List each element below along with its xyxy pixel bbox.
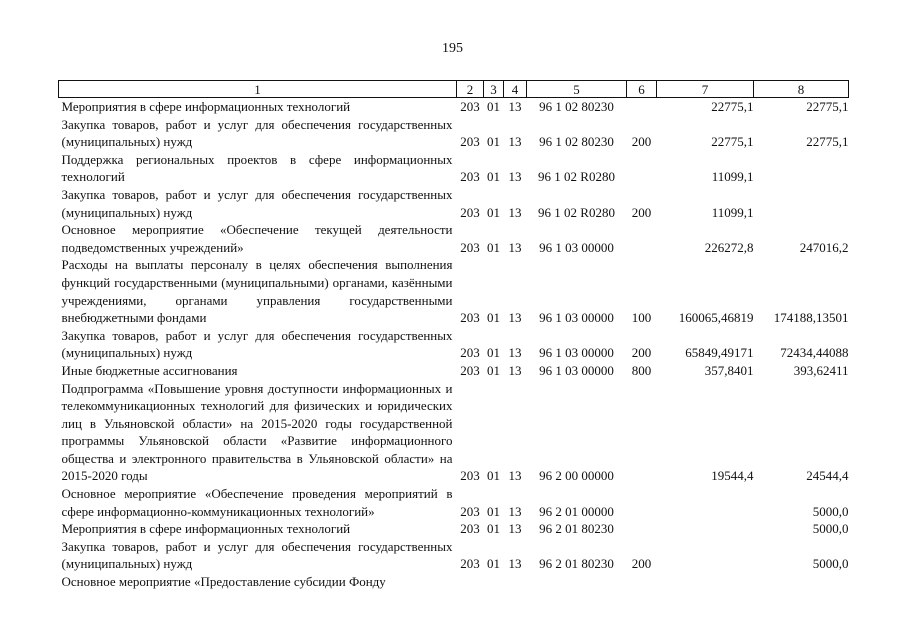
cell-ministry-code: 203 [460, 239, 480, 255]
cell-expense-type [627, 151, 657, 186]
cell-ministry-code [457, 573, 484, 591]
cell-ministry-code: 203 [460, 99, 480, 114]
cell-amount-year1: 357,8401 [704, 362, 754, 378]
cell-ministry-code: 203 [460, 134, 480, 150]
cell-target-article: 96 1 02 R0280 [538, 204, 615, 220]
cell-ministry-code: 203 [460, 468, 480, 484]
cell-subsection-code: 13 [508, 99, 522, 114]
cell-amount-year2 [754, 573, 849, 591]
cell-name: Мероприятия в сфере информационных технологий [61, 99, 351, 114]
cell-ministry-code: 203 [460, 521, 480, 537]
cell-amount-year2 [754, 151, 849, 186]
cell-section-code: 01 [487, 521, 500, 537]
cell-amount-year1: 19544,4 [711, 468, 754, 484]
cell-expense-type [627, 380, 657, 486]
cell-subsection-code: 13 [508, 204, 522, 220]
cell-target-article: 96 2 00 00000 [539, 468, 614, 484]
cell-name: Закупка товаров, работ и услуг для обеспечения государственных (муниципальных) нужд [61, 186, 453, 220]
cell-section-code [484, 573, 504, 591]
cell-section-code: 01 [487, 556, 500, 572]
cell-amount-year2: 247016,2 [799, 239, 849, 255]
cell-amount-year2: 24544,4 [806, 468, 849, 484]
cell-ministry-code: 203 [460, 310, 480, 326]
table-row [59, 380, 849, 486]
cell-target-article: 96 2 01 80230 [539, 521, 614, 537]
cell-amount-year2: 5000,0 [812, 521, 849, 537]
cell-target-article: 96 1 03 00000 [539, 310, 614, 326]
cell-ministry-code: 203 [460, 204, 480, 220]
cell-amount-year2: 72434,44088 [780, 345, 849, 361]
cell-name: Закупка товаров, работ и услуг для обеспечения государственных (муниципальных) нужд [61, 538, 453, 572]
cell-amount-year1: 11099,1 [711, 169, 754, 185]
cell-amount-year2: 5000,0 [812, 556, 849, 572]
cell-amount-year1: 11099,1 [711, 204, 754, 220]
table-row [59, 256, 849, 326]
column-header-1: 1 [59, 81, 457, 98]
cell-expense-type: 200 [631, 134, 652, 150]
cell-subsection-code: 13 [508, 362, 522, 378]
cell-subsection-code: 13 [508, 556, 522, 572]
table-row [59, 362, 849, 380]
cell-section-code: 01 [487, 169, 500, 185]
budget-table [58, 80, 849, 591]
cell-target-article: 96 1 03 00000 [539, 345, 614, 361]
column-header-7: 7 [657, 81, 754, 98]
table-row [59, 116, 849, 151]
cell-subsection-code: 13 [508, 169, 522, 185]
cell-amount-year1 [657, 538, 754, 573]
cell-section-code: 01 [487, 134, 500, 150]
table-row [59, 98, 849, 116]
cell-amount-year1: 226272,8 [704, 239, 754, 255]
cell-ministry-code: 203 [460, 503, 480, 519]
column-header-5: 5 [527, 81, 627, 98]
cell-section-code: 01 [487, 362, 500, 378]
cell-ministry-code: 203 [460, 345, 480, 361]
cell-target-article [527, 573, 627, 591]
cell-target-article: 96 2 01 80230 [539, 556, 614, 572]
cell-subsection-code: 13 [508, 521, 522, 537]
cell-expense-type [627, 520, 657, 538]
cell-section-code: 01 [487, 503, 500, 519]
cell-expense-type: 800 [631, 362, 652, 378]
cell-amount-year2 [754, 186, 849, 221]
cell-amount-year1 [657, 573, 754, 591]
cell-expense-type: 200 [631, 556, 652, 572]
cell-expense-type: 200 [631, 204, 652, 220]
cell-target-article: 96 1 03 00000 [539, 362, 614, 378]
table-row [59, 221, 849, 256]
table-row [59, 327, 849, 362]
cell-amount-year2: 22775,1 [806, 99, 849, 114]
cell-amount-year1: 65849,49171 [685, 345, 754, 361]
cell-name: Иные бюджетные ассигнования [61, 362, 238, 378]
cell-subsection-code: 13 [508, 345, 522, 361]
cell-target-article: 96 1 02 R0280 [538, 169, 615, 185]
cell-ministry-code: 203 [460, 556, 480, 572]
column-header-4: 4 [504, 81, 527, 98]
cell-subsection-code: 13 [508, 468, 522, 484]
cell-expense-type: 100 [631, 310, 652, 326]
cell-name: Закупка товаров, работ и услуг для обеспечения государственных (муниципальных) нужд [61, 327, 453, 361]
cell-section-code: 01 [487, 310, 500, 326]
cell-expense-type [627, 485, 657, 520]
cell-section-code: 01 [487, 204, 500, 220]
cell-amount-year2: 5000,0 [812, 503, 849, 519]
cell-amount-year1 [657, 520, 754, 538]
column-header-8: 8 [754, 81, 849, 98]
cell-section-code: 01 [487, 468, 500, 484]
cell-expense-type [627, 221, 657, 256]
header-row [59, 81, 849, 98]
cell-subsection-code: 13 [508, 310, 522, 326]
cell-target-article: 96 2 01 00000 [539, 503, 614, 519]
column-header-6: 6 [627, 81, 657, 98]
cell-subsection-code: 13 [508, 239, 522, 255]
cell-name: Поддержка региональных проектов в сфере информационных технологий [61, 151, 453, 185]
cell-amount-year2: 393,62411 [793, 362, 849, 378]
table-row [59, 573, 849, 591]
cell-target-article: 96 1 02 80230 [539, 134, 614, 150]
cell-ministry-code: 203 [460, 169, 480, 185]
cell-expense-type: 200 [631, 345, 652, 361]
cell-amount-year1: 22775,1 [711, 134, 754, 150]
table-row [59, 186, 849, 221]
cell-amount-year1: 160065,46819 [678, 310, 754, 326]
cell-expense-type [627, 98, 657, 116]
table-body [59, 98, 849, 591]
table-row [59, 520, 849, 538]
table-row [59, 151, 849, 186]
cell-amount-year2: 174188,13501 [773, 310, 849, 326]
cell-subsection-code: 13 [508, 503, 522, 519]
table-row [59, 538, 849, 573]
cell-section-code: 01 [487, 239, 500, 255]
cell-name: Основное мероприятие «Предоставление субсидии Фонду [61, 574, 386, 590]
cell-amount-year2: 22775,1 [806, 134, 849, 150]
cell-name: Основное мероприятие «Обеспечение проведения мероприятий в сфере информационно-коммуникационных технологий» [61, 486, 453, 519]
table-row [59, 485, 849, 520]
cell-amount-year1: 22775,1 [711, 99, 754, 114]
page-number: 195 [442, 41, 463, 56]
cell-target-article: 96 1 02 80230 [539, 99, 614, 114]
table-header [59, 81, 849, 98]
cell-subsection-code: 13 [508, 134, 522, 150]
column-header-2: 2 [457, 81, 484, 98]
cell-name: Расходы на выплаты персоналу в целях обеспечения выполнения функций государственными (муниципальными) органами, казёнными учреждениями, органами управления государственными внебюджетными фондами [61, 257, 453, 326]
cell-target-article: 96 1 03 00000 [539, 239, 614, 255]
cell-name: Мероприятия в сфере информационных технологий [61, 521, 351, 537]
cell-subsection-code [504, 573, 527, 591]
cell-name: Основное мероприятие «Обеспечение текущей деятельности подведомственных учреждений» [61, 222, 453, 255]
cell-name: Подпрограмма «Повышение уровня доступности информационных и телекоммуникационных технологий для физических и юридических лиц в Ульяновской области» на 2015-2020 годы государственной программы Ульяновской области «Развитие информационного общества и электронного правительства в Ульяновской области» на 2015-2020 годы [61, 380, 453, 484]
cell-ministry-code: 203 [460, 362, 480, 378]
cell-expense-type [627, 573, 657, 591]
column-header-3: 3 [484, 81, 504, 98]
cell-amount-year1 [657, 485, 754, 520]
cell-section-code: 01 [487, 345, 500, 361]
cell-section-code: 01 [487, 99, 500, 114]
cell-name: Закупка товаров, работ и услуг для обеспечения государственных (муниципальных) нужд [61, 116, 453, 150]
